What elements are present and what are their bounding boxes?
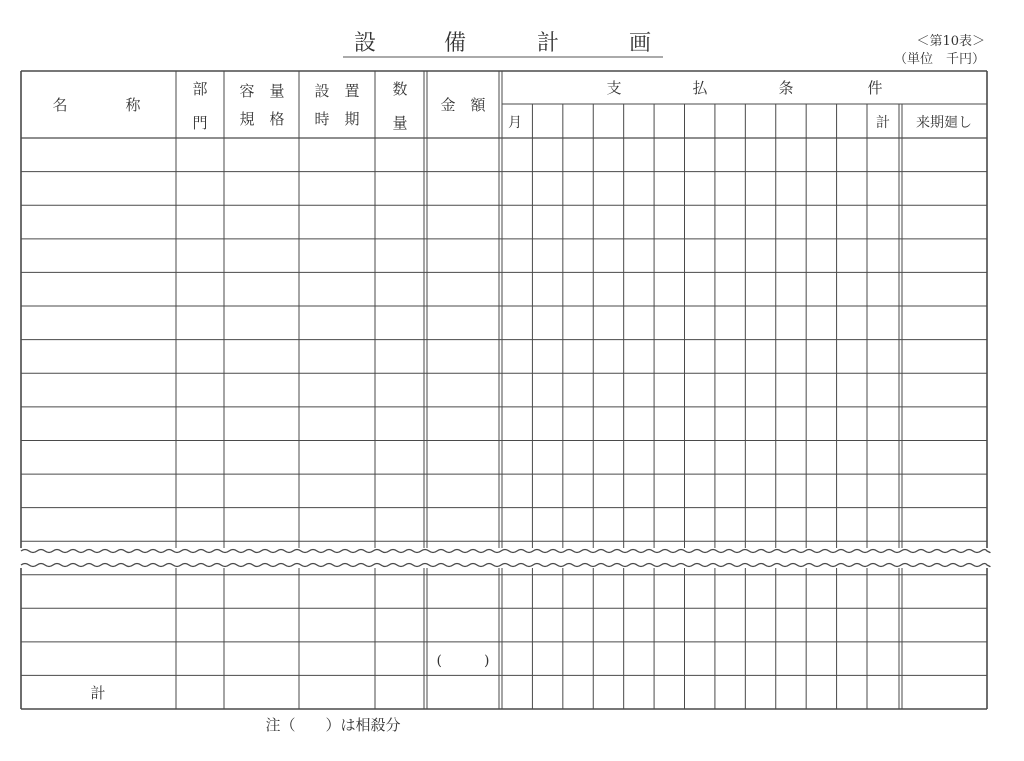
header-payment-char-3: 条 [778, 79, 794, 97]
header-time: 時 期 [314, 110, 360, 128]
header-payment-char-1: 支 [606, 79, 622, 97]
header-department-1: 部 [192, 80, 208, 98]
header-payment-char-2: 払 [692, 79, 708, 97]
header-install: 設 置 [314, 82, 360, 100]
grid-lines [21, 71, 990, 709]
header-carryover: 来期廻し [916, 115, 972, 131]
header-total: 計 [876, 115, 890, 131]
header-name-char-1: 名 [52, 96, 68, 114]
header-amount: 金 額 [440, 96, 486, 114]
header-name-char-2: 称 [125, 96, 141, 114]
header-spec: 規 格 [239, 110, 285, 128]
header-capacity: 容 量 [239, 82, 285, 100]
title-char-1: 設 [353, 31, 377, 56]
header-department-2: 門 [192, 114, 208, 132]
amount-offset-parentheses: ( ) [436, 653, 490, 669]
total-row-label: 計 [90, 684, 106, 702]
unit-note: （単位 千円） [893, 52, 985, 67]
title-char-3: 計 [536, 31, 560, 56]
title-char-4: 画 [628, 31, 652, 56]
header-quantity-2: 量 [392, 114, 408, 132]
table-number: ＜第10表＞ [916, 34, 985, 49]
table-header [52, 79, 972, 132]
break-wave-upper [21, 550, 990, 553]
title-char-2: 備 [443, 31, 467, 56]
form-title [343, 31, 663, 57]
header-month: 月 [508, 115, 522, 131]
header-quantity-1: 数 [392, 80, 408, 98]
footnote: 注（ ）は相殺分 [265, 716, 401, 734]
break-wave-lower [21, 564, 990, 567]
header-payment-char-4: 件 [867, 79, 883, 97]
